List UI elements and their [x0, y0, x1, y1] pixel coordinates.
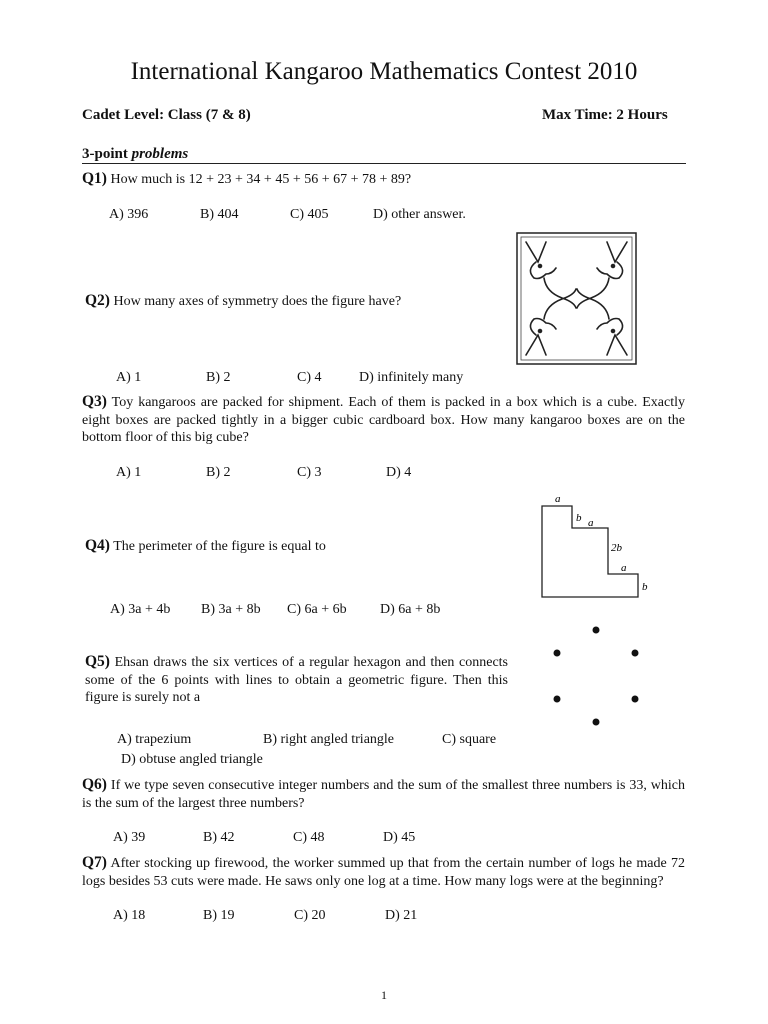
question-text: If we type seven consecutive integer numbers and the sum of the smallest three numbers is 33, which is the sum of the largest three numbers?	[82, 778, 686, 811]
question-text: Toy kangaroos are packed for shipment. Each of them is packed in a box which is a cube. Exactly eight boxes are packed tightly in a bigger cubic cardboard box. How many kangaroo boxes are on the bottom floor of this big cube?	[82, 395, 685, 445]
q5-option-c: C) square	[442, 732, 497, 747]
q3-option-b: B) 2	[206, 465, 231, 480]
label-a: a	[621, 562, 627, 574]
question-number: Q2)	[85, 292, 110, 309]
staircase-figure	[530, 490, 660, 600]
q4-option-a: A) 3a + 4b	[110, 602, 171, 617]
q6-option-c: C) 48	[293, 830, 325, 845]
question-2	[85, 292, 401, 311]
q6-option-a: A) 39	[113, 830, 146, 845]
q5-option-b: B) right angled triangle	[263, 732, 395, 747]
q7-option-c: C) 20	[294, 908, 326, 923]
section-label: problems	[131, 146, 189, 162]
q1-option-c: C) 405	[290, 207, 329, 222]
q2-option-c: C) 4	[297, 370, 322, 385]
label-2b: 2b	[611, 542, 622, 554]
q6-option-b: B) 42	[203, 830, 235, 845]
vertex-dot	[632, 696, 639, 703]
cadet-level: Cadet Level: Class (7 & 8)	[82, 107, 251, 123]
q7-option-b: B) 19	[203, 908, 235, 923]
question-text: How much is 12 + 23 + 34 + 45 + 56 + 67 + 78 + 89?	[110, 172, 412, 187]
question-text: After stocking up firewood, the worker summed up that from the certain number of logs he made 72 logs besides 53 cuts were made. He saws only one log at a time. How many logs were at the beginning?	[82, 856, 685, 889]
question-text: Ehsan draws the six vertices of a regular hexagon and then connects some of the 6 points with lines to obtain a geometric figure. Then this figure is surely not a	[85, 655, 509, 705]
label-a: a	[555, 493, 561, 505]
question-text: How many axes of symmetry does the figure have?	[113, 294, 402, 309]
q3-option-a: A) 1	[116, 465, 142, 480]
q4-option-d: D) 6a + 8b	[380, 602, 441, 617]
q5-option-d: D) obtuse angled triangle	[121, 752, 263, 767]
vertex-dot	[593, 627, 600, 634]
q3-option-c: C) 3	[297, 465, 322, 480]
question-4	[85, 537, 326, 556]
kangaroo-symmetry-figure	[516, 232, 637, 365]
q7-option-d: D) 21	[385, 908, 418, 923]
question-number: Q3)	[82, 393, 107, 410]
question-1	[82, 170, 411, 189]
q2-option-a: A) 1	[116, 370, 142, 385]
vertex-dot	[632, 650, 639, 657]
section-divider	[82, 163, 686, 164]
section-points: 3-point	[82, 146, 128, 162]
label-b: b	[642, 581, 648, 593]
question-number: Q7)	[82, 854, 107, 871]
contest-title: International Kangaroo Mathematics Contest 2010	[130, 58, 638, 85]
q1-option-a: A) 396	[109, 207, 149, 222]
q2-option-b: B) 2	[206, 370, 231, 385]
q2-option-d: D) infinitely many	[359, 370, 464, 385]
question-3	[82, 393, 685, 447]
question-7	[82, 854, 685, 890]
question-number: Q5)	[85, 653, 110, 670]
label-a: a	[588, 517, 594, 529]
section-heading	[82, 146, 188, 163]
vertex-dot	[554, 696, 561, 703]
vertex-dot	[593, 719, 600, 726]
vertex-dot	[554, 650, 561, 657]
page-number: 1	[381, 988, 387, 1002]
q7-option-a: A) 18	[113, 908, 146, 923]
max-time: Max Time: 2 Hours	[542, 107, 668, 123]
question-number: Q1)	[82, 170, 107, 187]
q4-option-b: B) 3a + 8b	[201, 602, 261, 617]
q1-option-b: B) 404	[200, 207, 239, 222]
question-text: The perimeter of the figure is equal to	[113, 539, 326, 554]
q6-option-d: D) 45	[383, 830, 416, 845]
q5-option-a: A) trapezium	[117, 732, 192, 747]
q4-option-c: C) 6a + 6b	[287, 602, 347, 617]
q1-option-d: D) other answer.	[373, 207, 466, 222]
question-6	[82, 776, 685, 812]
question-5	[85, 653, 508, 707]
label-b: b	[576, 512, 582, 524]
question-number: Q4)	[85, 537, 110, 554]
question-number: Q6)	[82, 776, 107, 793]
hexagon-vertices-figure	[546, 620, 646, 732]
q3-option-d: D) 4	[386, 465, 412, 480]
